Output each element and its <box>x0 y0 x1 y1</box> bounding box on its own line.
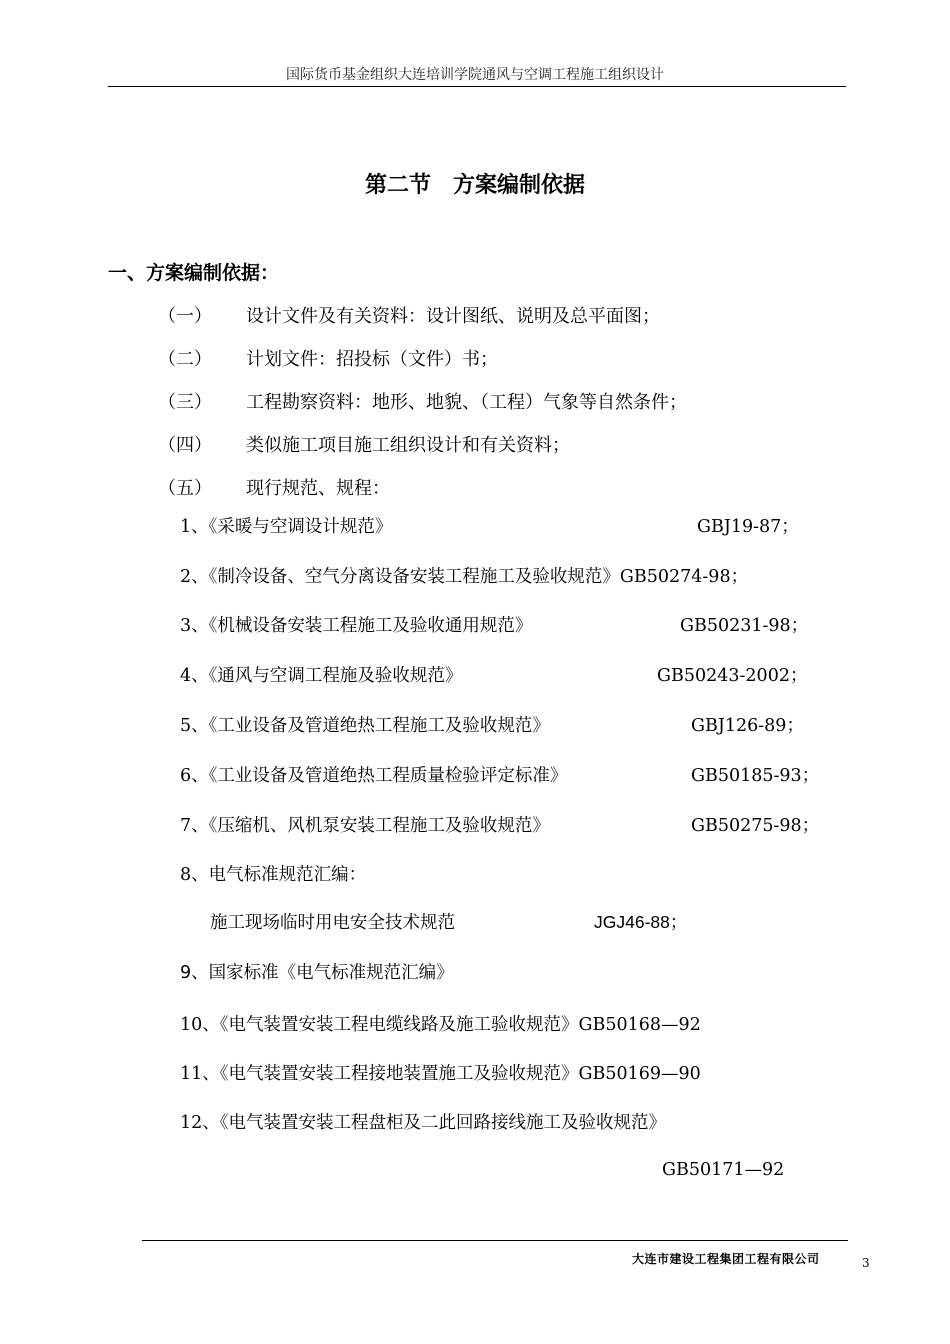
basis-item-text: 计划文件：招投标（文件）书； <box>246 349 498 370</box>
basis-item-number: （五） <box>158 478 212 499</box>
standard-item-text: 7、《压缩机、风机泵安装工程施工及验收规范》 <box>180 816 550 836</box>
basis-item-number: （二） <box>158 349 212 370</box>
footer-company: 大连市建设工程集团工程有限公司 <box>632 1252 820 1266</box>
basis-item-text: 现行规范、规程： <box>246 478 390 499</box>
standard-item-code: GBJ19-87； <box>697 517 799 537</box>
standard-item-text: 6、《工业设备及管道绝热工程质量检验评定标准》 <box>180 766 568 786</box>
footer-divider <box>142 1240 848 1241</box>
standard-item-text: 8、电气标准规范汇编： <box>180 865 367 885</box>
page-number: 3 <box>862 1256 870 1270</box>
standard-item-code: GB50275-98； <box>691 816 820 836</box>
standard-item-text: 5、《工业设备及管道绝热工程施工及验收规范》 <box>180 716 550 736</box>
heading: 一、方案编制依据： <box>108 262 280 284</box>
standard-item-code: GB50171—92 <box>662 1160 785 1180</box>
standard-item-text: 3、《机械设备安装工程施工及验收通用规范》 <box>180 616 533 636</box>
basis-item-number: （一） <box>158 306 212 327</box>
standard-item-text: 11、《电气装置安装工程接地装置施工及验收规范》GB50169—90 <box>180 1064 701 1084</box>
standard-item-code: JGJ46-88； <box>594 912 688 932</box>
standard-item-text: 9、国家标准《电气标准规范汇编》 <box>180 963 454 983</box>
standard-item-code: GB50231-98； <box>680 616 809 636</box>
basis-item-number: （四） <box>158 435 212 456</box>
standard-item-text: 1、《采暖与空调设计规范》 <box>180 517 393 537</box>
basis-item-number: （三） <box>158 392 212 413</box>
basis-item <box>0 388 950 414</box>
header-divider <box>108 86 846 87</box>
section-title: 第二节 方案编制依据 <box>364 173 585 198</box>
basis-item-text: 设计文件及有关资料：设计图纸、说明及总平面图； <box>246 306 660 327</box>
basis-item-text: 工程勘察资料：地形、地貌、（工程）气象等自然条件； <box>246 392 687 413</box>
standard-item-code: GBJ126-89； <box>691 716 804 736</box>
page-header-title: 国际货币基金组织大连培训学院通风与空调工程施工组织设计 <box>286 67 664 83</box>
standard-item-text: 10、《电气装置安装工程电缆线路及施工验收规范》GB50168—92 <box>180 1015 701 1035</box>
standard-item-text: 4、《通风与空调工程施及验收规范》 <box>180 666 463 686</box>
basis-item <box>0 345 950 371</box>
basis-item <box>0 431 950 457</box>
standard-item-code: GB50185-93； <box>691 766 820 786</box>
basis-item-text: 类似施工项目施工组织设计和有关资料； <box>246 435 570 456</box>
basis-item <box>0 302 950 328</box>
standard-item-text: 2、《制冷设备、空气分离设备安装工程施工及验收规范》GB50274-98； <box>180 567 749 587</box>
standard-item-code: GB50243-2002； <box>657 666 808 686</box>
standard-item-text: 施工现场临时用电安全技术规范 <box>210 913 455 933</box>
basis-item <box>0 474 950 500</box>
standard-item-text: 12、《电气装置安装工程盘柜及二此回路接线施工及验收规范》 <box>180 1113 667 1133</box>
